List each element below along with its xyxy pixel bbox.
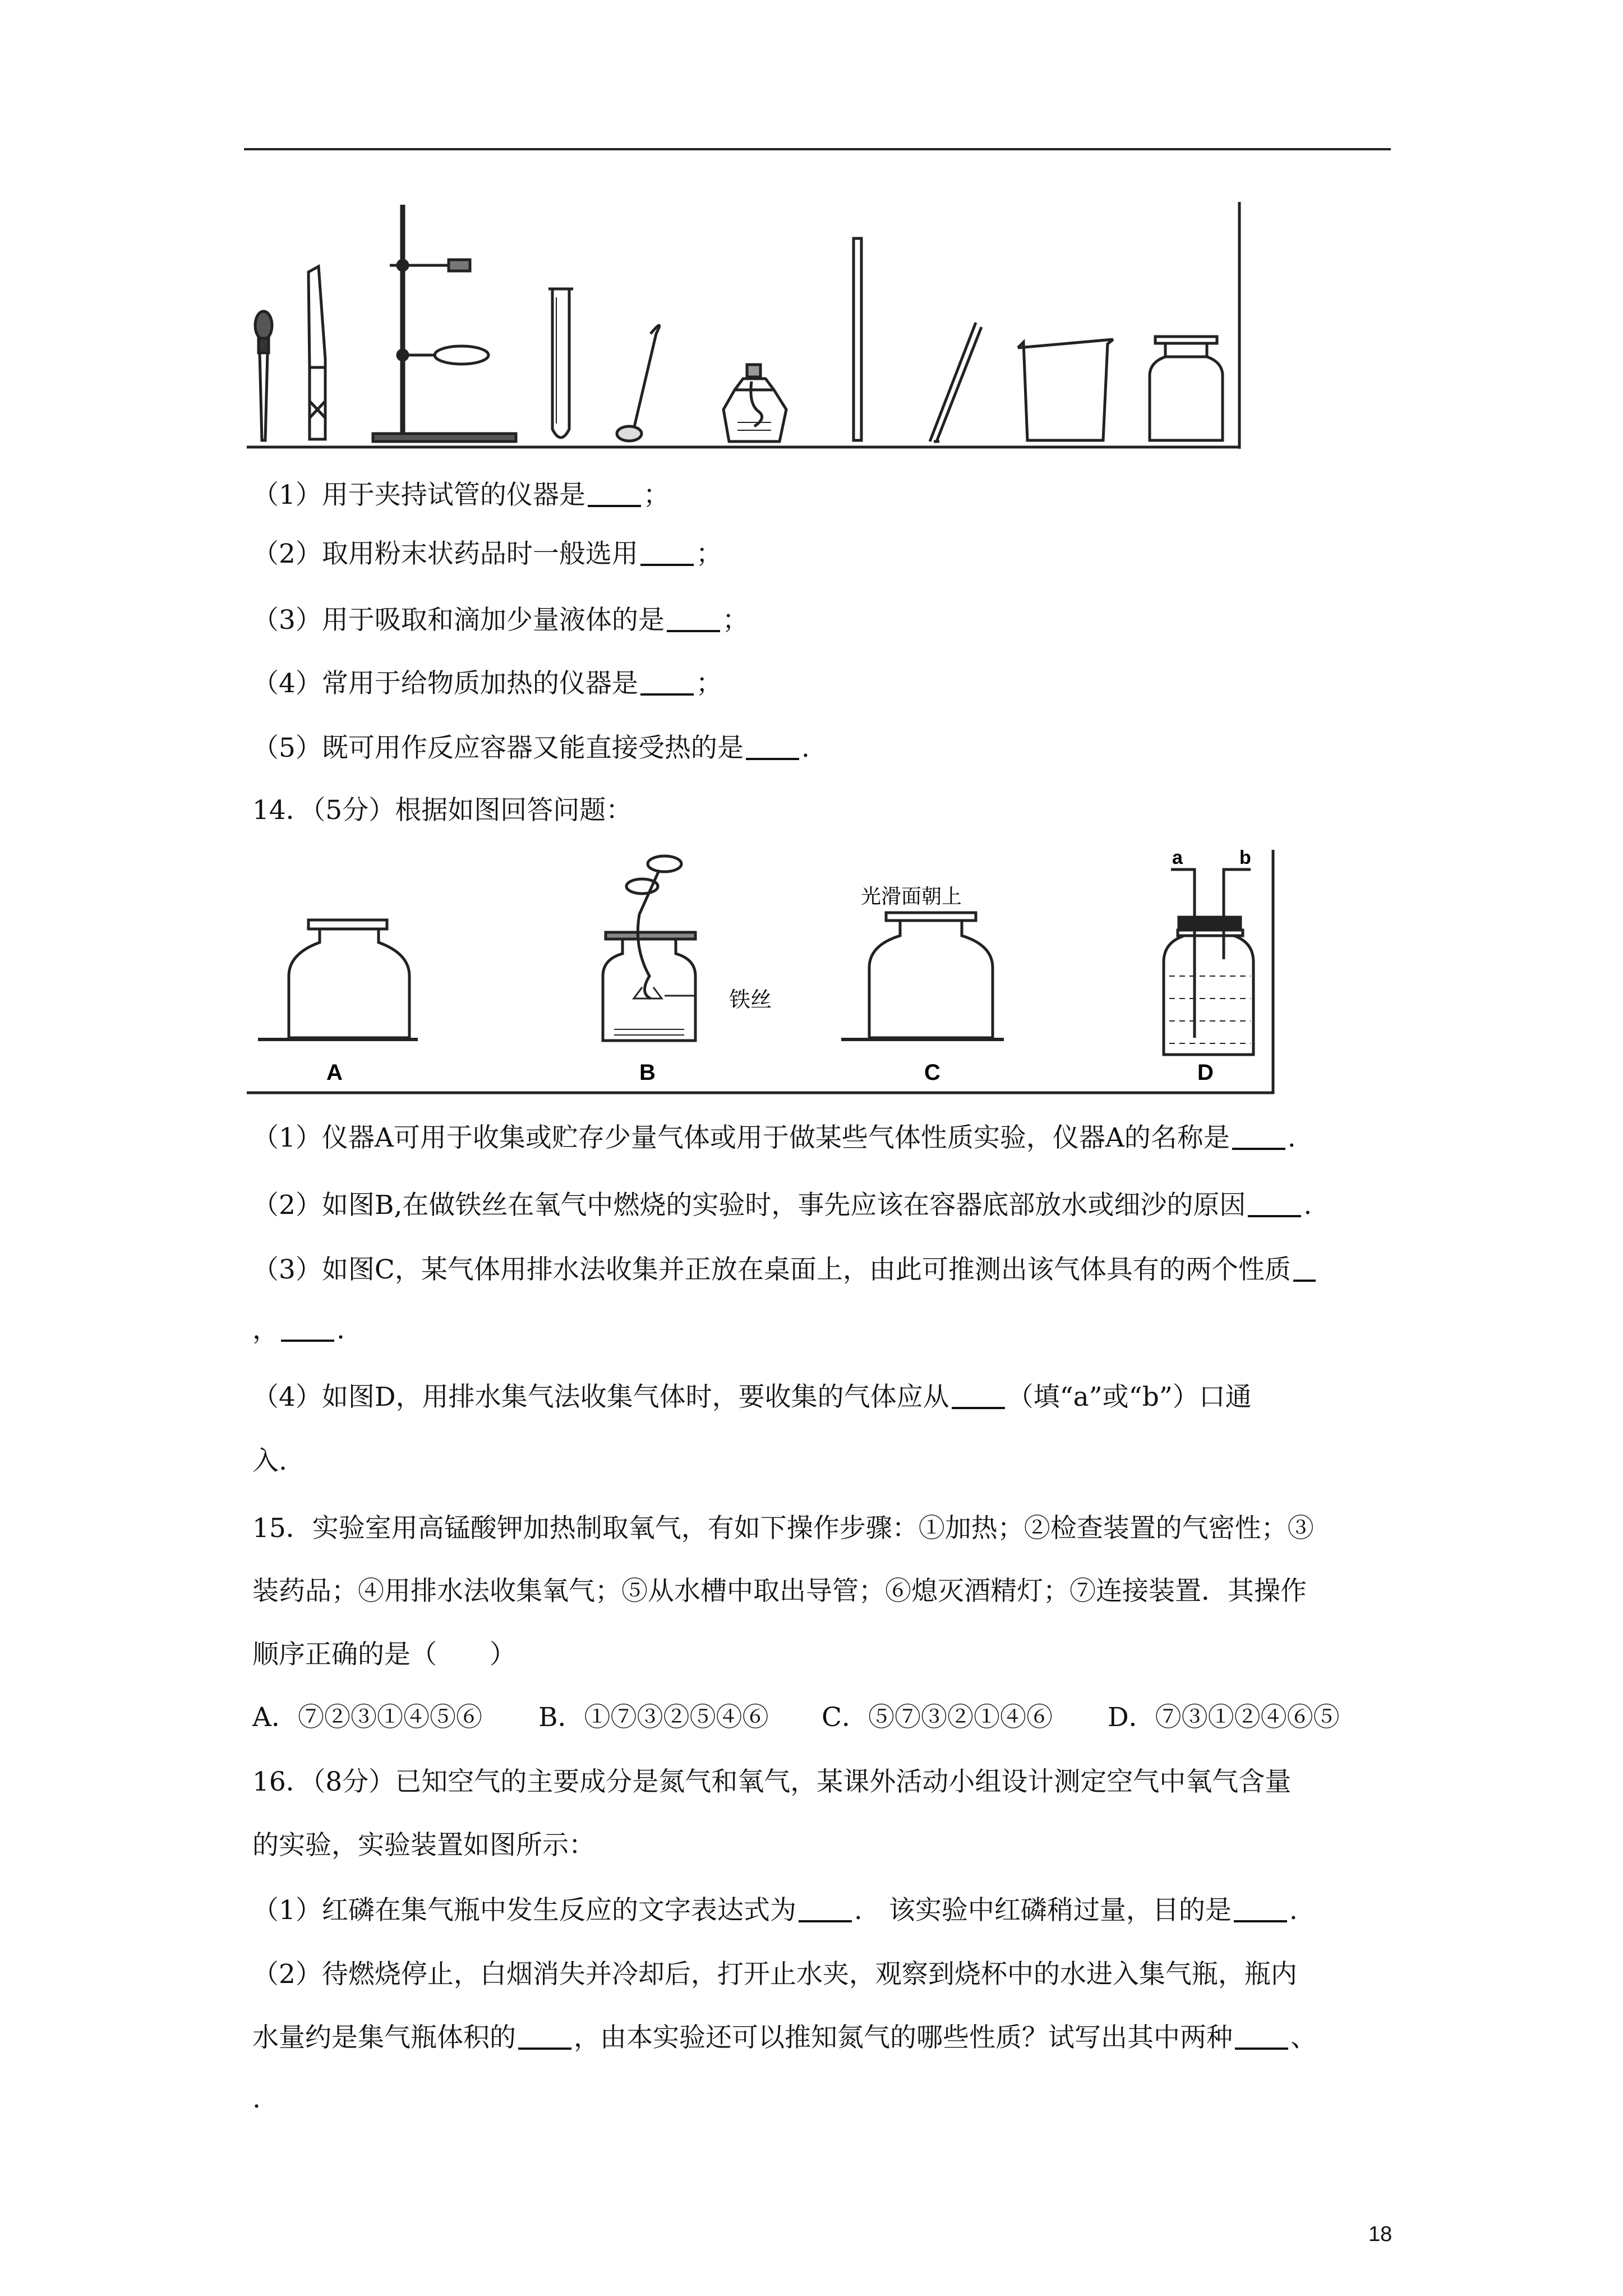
tube-a-label: a [1172, 847, 1183, 868]
page-number: 18 [1368, 2223, 1393, 2246]
dropper-icon [255, 311, 272, 440]
q13-item-4: （4）常用于给物质加热的仪器是 ； [252, 666, 722, 701]
answer-blank[interactable] [1235, 2021, 1288, 2050]
q14-item-4: （4）如图D，用排水集气法收集气体时，要收集的气体应从 （填“a”或“b”）口通 [252, 1380, 1252, 1414]
q14-item-3-cont: ， . [252, 1313, 345, 1347]
gas-jar-c [841, 913, 1004, 1039]
q15-option-c[interactable]: C．⑤⑦③②①④⑥ [822, 1702, 1053, 1733]
tweezers-icon [930, 323, 981, 441]
answer-blank[interactable] [518, 2021, 571, 2050]
glass-rod-icon [854, 238, 861, 440]
tube-b-label: b [1239, 847, 1251, 868]
gas-jar-d [1164, 869, 1253, 1055]
label-b: B [639, 1060, 656, 1085]
answer-blank[interactable] [281, 1313, 334, 1342]
q14-item-4-cont: 入. [252, 1446, 287, 1476]
gas-jar-icon [1150, 337, 1223, 440]
q13-item-5: （5）既可用作反应容器又能直接受热的是 . [252, 731, 810, 765]
label-d: D [1197, 1060, 1214, 1085]
q14-header: 14．（5分）根据如图回答问题： [252, 795, 633, 826]
answer-blank[interactable] [640, 537, 694, 566]
instruments-figure [247, 199, 1245, 452]
answer-blank[interactable] [1234, 1893, 1287, 1922]
answer-blank[interactable] [667, 603, 720, 632]
smooth-side-up-label: 光滑面朝上 [861, 885, 962, 908]
beaker-icon [1018, 339, 1113, 440]
gas-jar-b [603, 856, 695, 1041]
q14-item-2: （2）如图B,在做铁丝在氧气中燃烧的实验时，事先应该在容器底部放水或细沙的原因 . [252, 1188, 1312, 1222]
q13-item-2: （2）取用粉末状药品时一般选用 ； [252, 537, 722, 571]
label-c: C [924, 1060, 940, 1085]
answer-blank[interactable] [1248, 1188, 1301, 1217]
answer-blank[interactable] [1232, 1121, 1285, 1150]
q16-item-2-end: . [252, 2083, 261, 2114]
answer-blank[interactable] [799, 1893, 852, 1922]
alcohol-lamp-icon [723, 365, 786, 441]
q15-option-b[interactable]: B．①⑦③②⑤④⑥ [538, 1702, 769, 1733]
gas-jars-figure [247, 847, 1279, 1097]
answer-blank[interactable] [746, 731, 799, 760]
iron-wire-label: 铁丝 [729, 988, 772, 1012]
q15-option-d[interactable]: D．⑦③①②④⑥⑤ [1108, 1702, 1340, 1733]
answer-blank[interactable] [588, 478, 641, 507]
q14-item-1: （1）仪器A可用于收集或贮存少量气体或用于做某些气体性质实验，仪器A的名称是 . [252, 1121, 1296, 1155]
gas-jar-a [258, 920, 418, 1039]
q13-item-1: （1）用于夹持试管的仪器是 ； [252, 478, 670, 512]
q16-item-2-line-1: （2）待燃烧停止，白烟消失并冷却后，打开止水夹，观察到烧杯中的水进入集气瓶，瓶内 [252, 1959, 1297, 1990]
iron-stand-icon [373, 205, 516, 441]
q15-line-2: 装药品；④用排水法收集氧气；⑤从水槽中取出导管；⑥熄灭酒精灯；⑦连接装置．其操作 [252, 1576, 1307, 1607]
header-rule [244, 148, 1391, 150]
test-tube-clamp-icon [308, 266, 326, 439]
q16-item-2-line-2: 水量约是集气瓶体积的 ，由本实验还可以推知氮气的哪些性质？试写出其中两种 、 [252, 2021, 1317, 2055]
q15-line-1: 15．实验室用高锰酸钾加热制取氧气，有如下操作步骤：①加热；②检查装置的气密性；③ [252, 1513, 1314, 1544]
test-tube-icon [548, 289, 573, 438]
answer-blank[interactable] [640, 666, 694, 696]
q14-item-3: （3）如图C，某气体用排水法收集并正放在桌面上，由此可推测出该气体具有的两个性质 [252, 1253, 1318, 1287]
answer-blank[interactable] [1293, 1253, 1316, 1282]
medicine-spoon-icon [617, 325, 660, 441]
label-a: A [326, 1060, 343, 1085]
answer-blank[interactable] [952, 1380, 1005, 1409]
q15-line-3: 顺序正确的是（ ） [252, 1639, 516, 1670]
q15-option-a[interactable]: A．⑦②③①④⑤⑥ [252, 1702, 482, 1733]
q16-item-1: （1）红磷在集气瓶中发生反应的文字表达式为 . 该实验中红磷稍过量，目的是 . [252, 1893, 1298, 1927]
q16-line-1: 16．（8分）已知空气的主要成分是氮气和氧气，某课外活动小组设计测定空气中氧气含量 [252, 1766, 1292, 1797]
q13-item-3: （3）用于吸取和滴加少量液体的是 ； [252, 603, 749, 637]
q16-line-2: 的实验，实验装置如图所示： [252, 1830, 595, 1861]
